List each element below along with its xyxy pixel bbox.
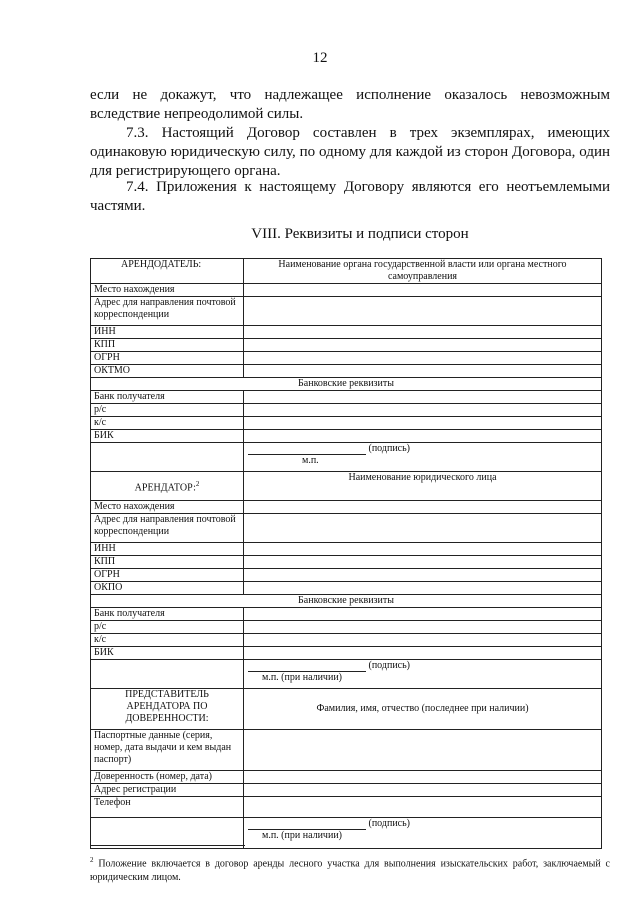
table-row — [91, 797, 602, 818]
value-cell[interactable] — [244, 352, 602, 365]
row-label: Банк получателя — [91, 391, 244, 404]
row-label: Телефон — [91, 797, 244, 818]
row-label: к/с — [91, 634, 244, 647]
lessor-name-caption: Наименование органа государственной власти или органа местного самоуправления — [244, 259, 602, 284]
value-cell[interactable] — [244, 621, 602, 634]
value-cell[interactable] — [244, 417, 602, 430]
lessee-name-caption: Наименование юридического лица — [244, 472, 602, 501]
row-label: ОКПО — [91, 582, 244, 595]
row-label: р/с — [91, 621, 244, 634]
representative-heading: ПРЕДСТАВИТЕЛЬ АРЕНДАТОРА ПО ДОВЕРЕННОСТИ: — [91, 689, 244, 730]
paragraph-7-4: 7.4. Приложения к настоящему Договору являются его неотъемлемыми частями. — [90, 179, 610, 214]
table-row — [91, 514, 602, 543]
signature-caption: (подпись) — [368, 443, 411, 454]
footnote-ref: 2 — [195, 479, 200, 488]
signature-line — [248, 661, 366, 672]
footnote — [90, 853, 610, 885]
signature-empty — [91, 818, 244, 849]
value-cell[interactable] — [244, 404, 602, 417]
table-row — [91, 621, 602, 634]
signature-row — [91, 443, 602, 472]
signature-cell[interactable] — [244, 443, 602, 472]
value-cell[interactable] — [244, 391, 602, 404]
value-cell[interactable] — [244, 514, 602, 543]
stamp-caption: м.п. — [302, 455, 319, 466]
value-cell[interactable] — [244, 284, 602, 297]
table-row — [91, 556, 602, 569]
signature-cell[interactable] — [244, 818, 602, 849]
row-label: Банк получателя — [91, 608, 244, 621]
table-row — [91, 501, 602, 514]
section-title: VIII. Реквизиты и подписи сторон — [251, 226, 469, 242]
value-cell[interactable] — [244, 771, 602, 784]
stamp-caption: м.п. (при наличии) — [262, 830, 342, 841]
row-label: БИК — [91, 647, 244, 660]
lessor-header-row — [91, 259, 602, 284]
page-number: 12 — [312, 50, 328, 66]
requisites-table — [90, 258, 602, 849]
table-row — [91, 417, 602, 430]
signature-empty — [91, 660, 244, 689]
table-row — [91, 284, 602, 297]
table-row — [91, 784, 602, 797]
table-row — [91, 634, 602, 647]
lessor-heading: АРЕНДОДАТЕЛЬ: — [91, 259, 244, 284]
value-cell[interactable] — [244, 365, 602, 378]
footnote-separator — [90, 845, 245, 846]
stamp-caption: м.п. (при наличии) — [262, 672, 342, 683]
lessee-heading: АРЕНДАТОР: — [134, 482, 196, 494]
row-label: ОКТМО — [91, 365, 244, 378]
footnote-mark: 2 — [90, 856, 94, 864]
row-label: ОГРН — [91, 352, 244, 365]
table-row — [91, 365, 602, 378]
row-label: КПП — [91, 556, 244, 569]
signature-line — [248, 444, 366, 455]
row-label: КПП — [91, 339, 244, 352]
value-cell[interactable] — [244, 543, 602, 556]
signature-cell[interactable] — [244, 660, 602, 689]
table-row — [91, 569, 602, 582]
table-row — [91, 647, 602, 660]
bank-heading: Банковские реквизиты — [91, 595, 602, 608]
row-label: ИНН — [91, 543, 244, 556]
table-row — [91, 430, 602, 443]
value-cell[interactable] — [244, 339, 602, 352]
signature-row — [91, 660, 602, 689]
table-row — [91, 352, 602, 365]
value-cell[interactable] — [244, 608, 602, 621]
row-label: к/с — [91, 417, 244, 430]
signature-row — [91, 818, 602, 849]
value-cell[interactable] — [244, 569, 602, 582]
signature-caption: (подпись) — [368, 818, 411, 829]
value-cell[interactable] — [244, 297, 602, 326]
row-label: ИНН — [91, 326, 244, 339]
value-cell[interactable] — [244, 730, 602, 771]
representative-name-caption: Фамилия, имя, отчество (последнее при наличии) — [244, 689, 602, 730]
row-label: Доверенность (номер, дата) — [91, 771, 244, 784]
table-row — [91, 730, 602, 771]
lessee-header-row — [91, 472, 602, 501]
bank-heading-row — [91, 595, 602, 608]
value-cell[interactable] — [244, 797, 602, 818]
table-row — [91, 339, 602, 352]
row-label: Адрес для направления почтовой корреспонденции — [91, 297, 244, 326]
row-label: Адрес для направления почтовой корреспонденции — [91, 514, 244, 543]
value-cell[interactable] — [244, 556, 602, 569]
bank-heading-row — [91, 378, 602, 391]
paragraph-continuation: если не докажут, что надлежащее исполнение оказалось невозможным вследствие непреодолимой силы. — [90, 87, 610, 122]
value-cell[interactable] — [244, 430, 602, 443]
signature-empty — [91, 443, 244, 472]
row-label: р/с — [91, 404, 244, 417]
row-label: Место нахождения — [91, 284, 244, 297]
signature-caption: (подпись) — [368, 660, 411, 671]
row-label: Место нахождения — [91, 501, 244, 514]
representative-header-row — [91, 689, 602, 730]
table-row — [91, 297, 602, 326]
lessee-heading-cell — [91, 472, 244, 501]
table-row — [91, 543, 602, 556]
value-cell[interactable] — [244, 634, 602, 647]
table-row — [91, 582, 602, 595]
footnote-text: Положение включается в договор аренды лесного участка для выполнения изыскательских работ, заключаемый с юридическим лицом. — [90, 858, 610, 884]
row-label: Паспортные данные (серия, номер, дата выдачи и кем выдан паспорт) — [91, 730, 244, 771]
table-row — [91, 608, 602, 621]
value-cell[interactable] — [244, 647, 602, 660]
value-cell[interactable] — [244, 784, 602, 797]
bank-heading: Банковские реквизиты — [91, 378, 602, 391]
row-label: ОГРН — [91, 569, 244, 582]
value-cell[interactable] — [244, 326, 602, 339]
value-cell[interactable] — [244, 501, 602, 514]
value-cell[interactable] — [244, 582, 602, 595]
row-label: Адрес регистрации — [91, 784, 244, 797]
table-row — [91, 404, 602, 417]
table-row — [91, 771, 602, 784]
table-row — [91, 326, 602, 339]
signature-line — [248, 819, 366, 830]
paragraph-7-3: 7.3. Настоящий Договор составлен в трех экземплярах, имеющих одинаковую юридическую силу, по одному для каждой из сторон Договора, один для регистрирующего органа. — [90, 125, 610, 179]
row-label: БИК — [91, 430, 244, 443]
table-row — [91, 391, 602, 404]
